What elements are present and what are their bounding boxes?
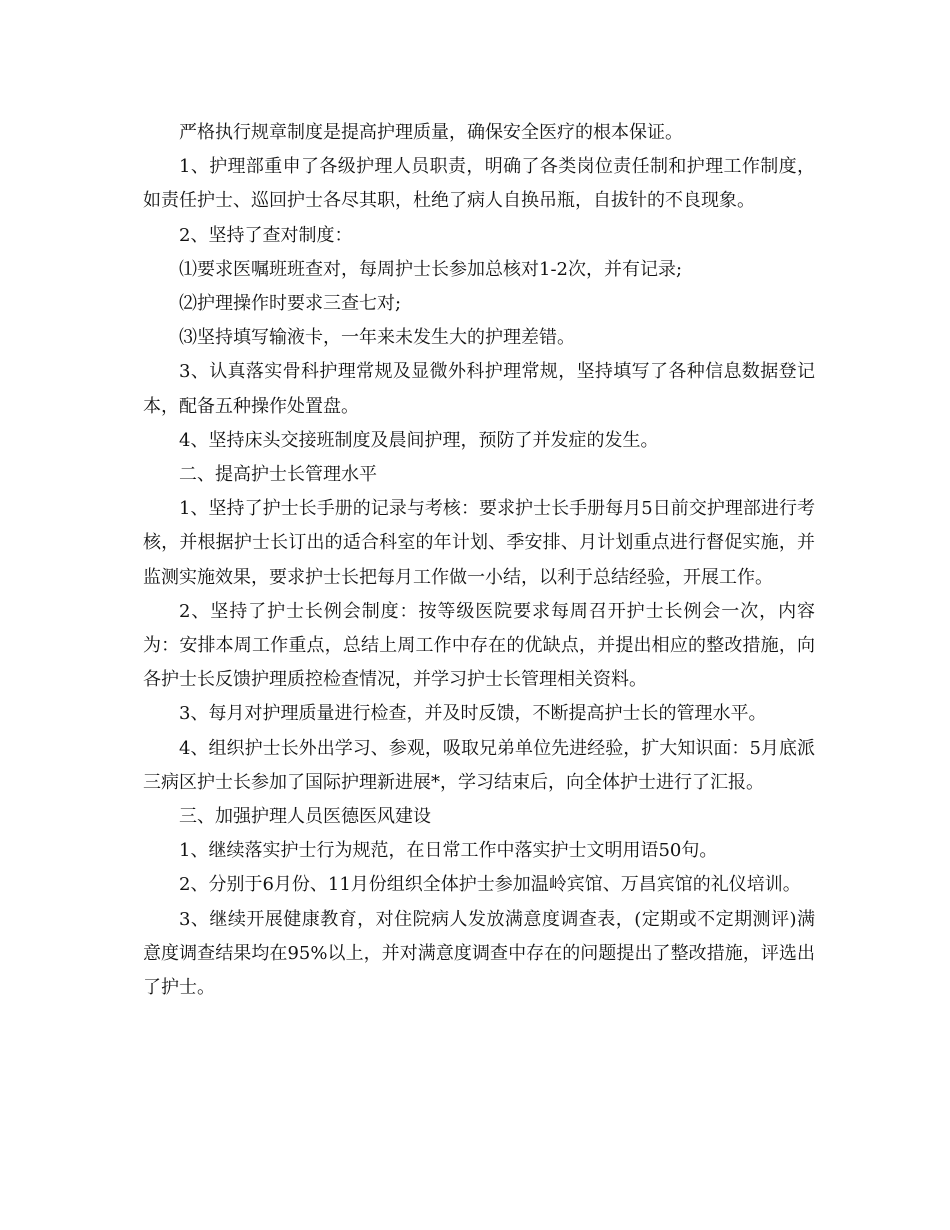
document-body [143, 116, 815, 1005]
paragraph: 2、坚持了护士长例会制度：按等级医院要求每周召开护士长例会一次，内容为：安排本周工作重点，总结上周工作中存在的优缺点，并提出相应的整改措施，向各护士长反馈护理质控检查情况，并学习护士长管理相关资料。 [143, 600, 815, 691]
section-heading: 二、提高护士长管理水平 [179, 464, 377, 486]
paragraph: 4、组织护士长外出学习、参观，吸取兄弟单位先进经验，扩大知识面：5月底派三病区护士长参加了国际护理新进展*，学习结束后，向全体护士进行了汇报。 [143, 737, 815, 793]
paragraph: 3、认真落实骨科护理常规及显微外科护理常规，坚持填写了各种信息数据登记本，配备五种操作处置盘。 [143, 361, 815, 417]
paragraph: 3、每月对护理质量进行检查，并及时反馈，不断提高护士长的管理水平。 [179, 703, 767, 725]
paragraph: 3、继续开展健康教育，对住院病人发放满意度调查表，(定期或不定期测评)满意度调查结果均在95%以上，并对满意度调查中存在的问题提出了整改措施，评选出了护士。 [143, 908, 815, 999]
paragraph: 1、护理部重申了各级护理人员职责，明确了各类岗位责任制和护理工作制度，如责任护士、巡回护士各尽其职，杜绝了病人自换吊瓶，自拔针的不良现象。 [143, 156, 815, 212]
paragraph: 1、继续落实护士行为规范，在日常工作中落实护士文明用语50句。 [179, 840, 718, 862]
paragraph: 4、坚持床头交接班制度及晨间护理，预防了并发症的发生。 [179, 429, 659, 451]
paragraph: ⑵护理操作时要求三查七对; [179, 293, 402, 315]
paragraph: 严格执行规章制度是提高护理质量，确保安全医疗的根本保证。 [179, 122, 683, 143]
paragraph: ⑶坚持填写输液卡，一年来未发生大的护理差错。 [179, 327, 575, 349]
paragraph: 1、坚持了护士长手册的记录与考核：要求护士长手册每月5日前交护理部进行考核，并根据护士长订出的适合科室的年计划、季安排、月计划重点进行督促实施，并监测实施效果，要求护士长把每月工作做一小结，以利于总结经验，开展工作。 [143, 498, 815, 588]
paragraph: ⑴要求医嘱班班查对，每周护士长参加总核对1-2次，并有记录; [179, 258, 683, 280]
paragraph: 2、坚持了查对制度： [179, 224, 353, 246]
section-heading: 三、加强护理人员医德医风建设 [179, 806, 431, 828]
paragraph: 2、分别于6月份、11月份组织全体护士参加温岭宾馆、万昌宾馆的礼仪培训。 [179, 874, 801, 896]
